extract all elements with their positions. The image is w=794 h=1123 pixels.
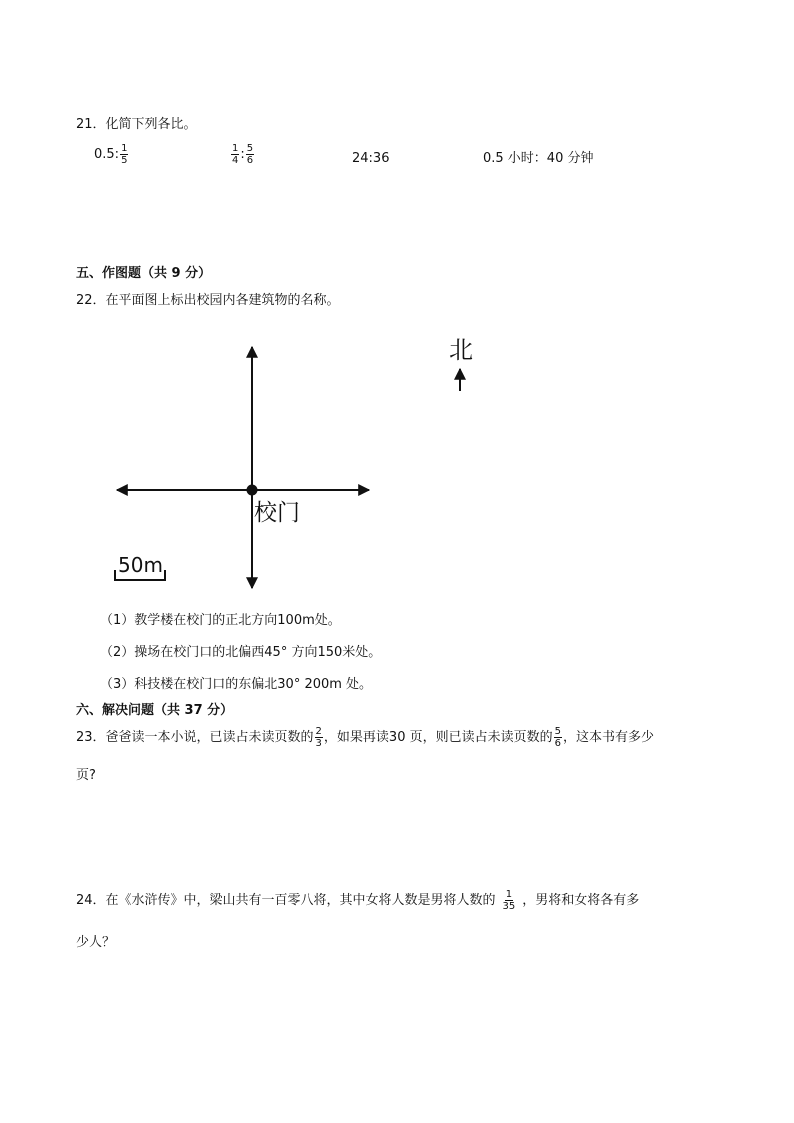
q21-expression-4: 0.5 小时：40 分钟 [483,151,594,166]
gate-point [247,485,258,496]
q21-e1-fraction: $\frac{1}{5}$ [121,143,128,166]
q23-line-1: 23．爸爸读一本小说，已读占未读页数的 $\frac{2}{3}$ ，如果再读30 页，则已读占未读页数的 $\frac{5}{6}$ ，这本书有多少 [76,726,654,749]
q21-e2-fraction-b: $\frac{5}{6}$ [246,143,254,166]
north-label: 北 [449,336,473,364]
q24-line-1: 24．在《水浒传》中，梁山共有一百零八将，其中女将人数是男将人数的 $\frac{1}{35}$ ，男将和女将各有多 [76,889,640,912]
q22-item-3: （3）科技楼在校门口的东偏北30° 200m 处。 [100,677,373,692]
q22-title: 22．在平面图上标出校园内各建筑物的名称。 [76,293,340,308]
q22-item-2: （2）操场在校门口的北偏西45° 方向150米处。 [100,645,382,660]
q24-fraction: $\frac{1}{35}$ [502,889,516,912]
q23-fraction-1: $\frac{2}{3}$ [315,726,322,749]
q21-e2-separator: : [240,147,245,162]
gate-label: 校门 [254,500,300,526]
q23-fraction-2: $\frac{5}{6}$ [554,726,561,749]
section-5-heading: 五、作图题（共 9 分） [76,266,212,281]
q21-e1-prefix: 0.5: [94,147,120,162]
scale-label: 50m [118,553,163,577]
q22-item-1: （1）教学楼在校门的正北方向100m处。 [100,613,341,628]
q24-line-2: 少人？ [76,935,116,950]
q21-expression-3: 24:36 [352,151,390,166]
q21-e2-fraction-a: $\frac{1}{4}$ [232,143,239,166]
q23-line-2: 页? [76,768,96,783]
q21-title: 21．化简下列各比。 [76,117,197,132]
section-6-heading: 六、解决问题（共 37 分） [76,703,234,718]
